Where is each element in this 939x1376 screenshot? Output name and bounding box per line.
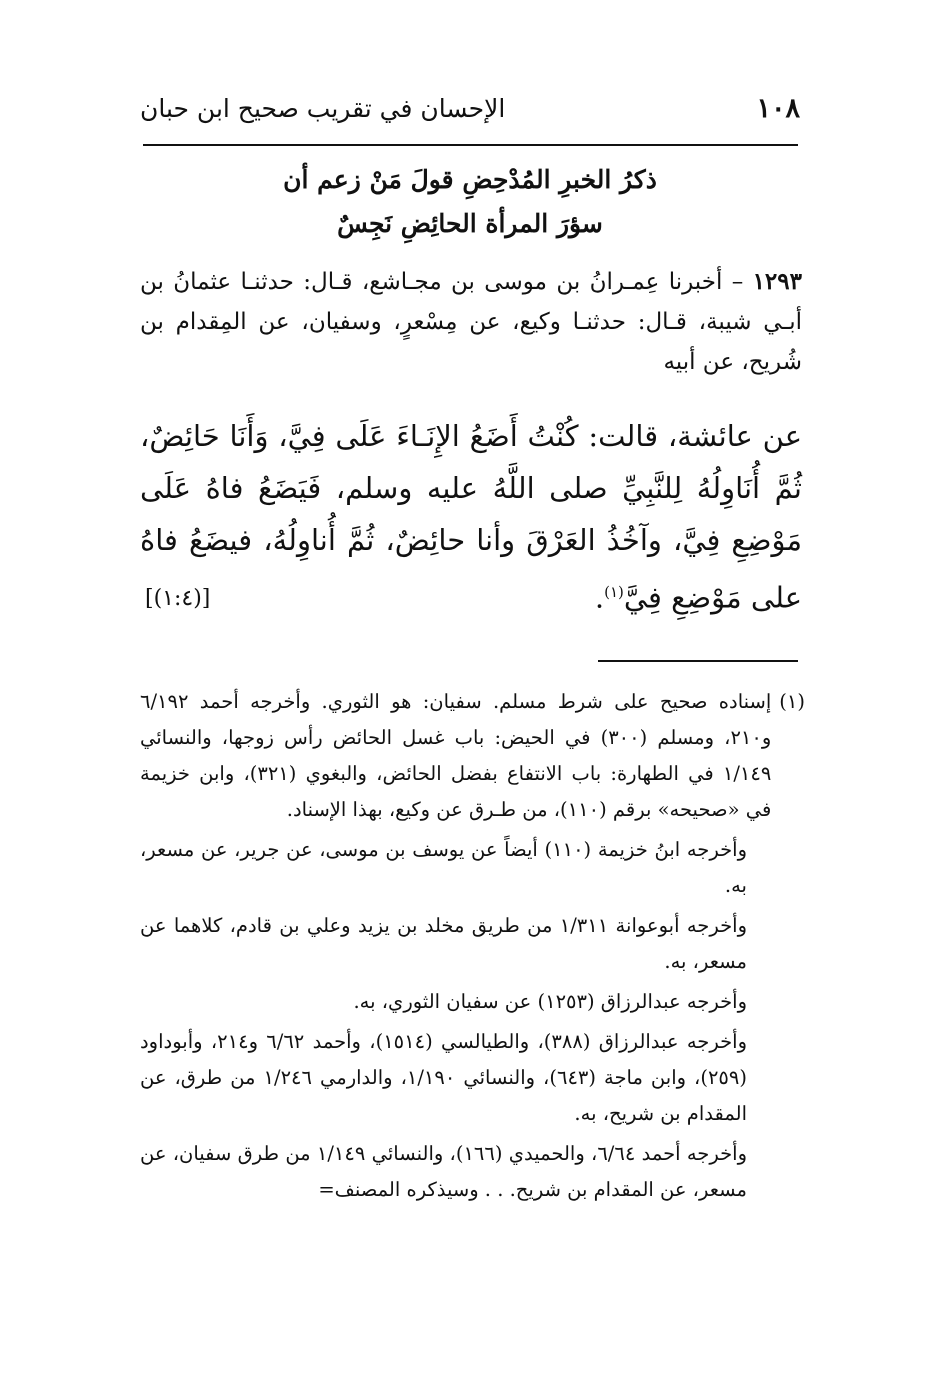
footnote-paragraph: وأخرجه ابنُ خزيمة (١١٠) أيضاً عن يوسف بن موسى، عن جرير، عن مسعر، به. xyxy=(140,838,747,897)
hadith-classification-ref: [(١:٤)] xyxy=(145,586,211,611)
footnote-paragraph: وأخرجه عبدالرزاق (٣٨٨)، والطيالسي (١٥١٤)، وأحمد ٦/٦٢ و٢١٤، وأبوداود (٢٥٩)، وابن ماجة (٦٤٣)، والنسائي ١/١٩٠، والدارمي ١/٢٤٦ من طرق، عن المقدام بن شريح، به. xyxy=(140,1030,748,1125)
footnote-divider xyxy=(598,660,798,662)
footnote-paragraph: وأخرجه أحمد ٦/٦٤، والحميدي (١٦٦)، والنسائي ١/١٤٩ من طرق سفيان، عن مسعر، عن المقدام بن شريح. . . وسيذكره المصنف= xyxy=(140,1142,747,1201)
page-number: ١٠٨ xyxy=(756,92,800,124)
hadith-isnad xyxy=(140,262,802,382)
matn-text: عن عائشة، قالت: كُنْتُ أَضَعُ الإِنَـاءَ عَلَى فِيَّ، وَأَنَا حَائِضٌ، ثُمَّ أُنَاوِلُهُ لِلنَّبِيِّ صلى اللَّهُ عليه وسلم، فَيَضَعُ فاهُ عَلَى مَوْضِعِ فِيَّ، وآخُذُ العَرْقَ وأنا حائِضٌ، ثُمَّ أُناوِلُهُ، فيضَعُ فاهُ على مَوْضِعِ فِيَّ xyxy=(140,419,802,615)
chapter-heading-line-2: سؤرَ المرأة الحائِضِ نَجِسٌ xyxy=(337,209,603,238)
running-head xyxy=(140,88,800,128)
footnotes xyxy=(140,684,805,1208)
footnote-1 xyxy=(140,684,805,828)
footnote-marker: (١) xyxy=(779,690,805,713)
isnad-text: – أخبرنا عِمـرانُ بن موسى بن مجـاشع، قـال: حدثنـا عثمانُ بن أبـي شيبة، قـال: حدثنـا وكيع، عن مِسْعرٍ، وسفيان، عن المِقدام بن شُريح، عن أبيه xyxy=(140,269,802,375)
chapter-heading-line-1: ذكرُ الخبرِ المُدْحِضِ قولَ مَنْ زعم أن xyxy=(283,165,657,194)
footnote-paragraph: وأخرجه عبدالرزاق (١٢٥٣) عن سفيان الثوري، به. xyxy=(353,990,747,1013)
footnote-text: إسناده صحيح على شرط مسلم. سفيان: هو الثوري. وأخرجه أحمد ٦/١٩٢ و٢١٠، ومسلم (٣٠٠) في الحيض: باب غسل الحائض رأس زوجها، والنسائي ١/١٤٩ في الطهارة: باب الانتفاع بفضل الحائض، والبغوي (٣٢١)، وابن خزيمة في «صحيحه» برقم (١١٠)، من طـرق عن وكيع، بهذا الإسناد. xyxy=(140,690,772,821)
hadith-number: ١٢٩٣ xyxy=(752,268,802,295)
chapter-heading xyxy=(140,158,800,246)
footnote-paragraph: وأخرجه أبوعوانة ١/٣١١ من طريق مخلد بن يزيد وعلي بن قادم، كلاهما عن مسعر، به. xyxy=(140,914,747,973)
hadith-matn xyxy=(140,410,802,624)
matn-period: . xyxy=(594,580,605,615)
book-title: الإحسان في تقريب صحيح ابن حبان xyxy=(140,93,506,123)
footnote-reference: (١) xyxy=(604,583,624,601)
header-divider xyxy=(143,144,798,146)
